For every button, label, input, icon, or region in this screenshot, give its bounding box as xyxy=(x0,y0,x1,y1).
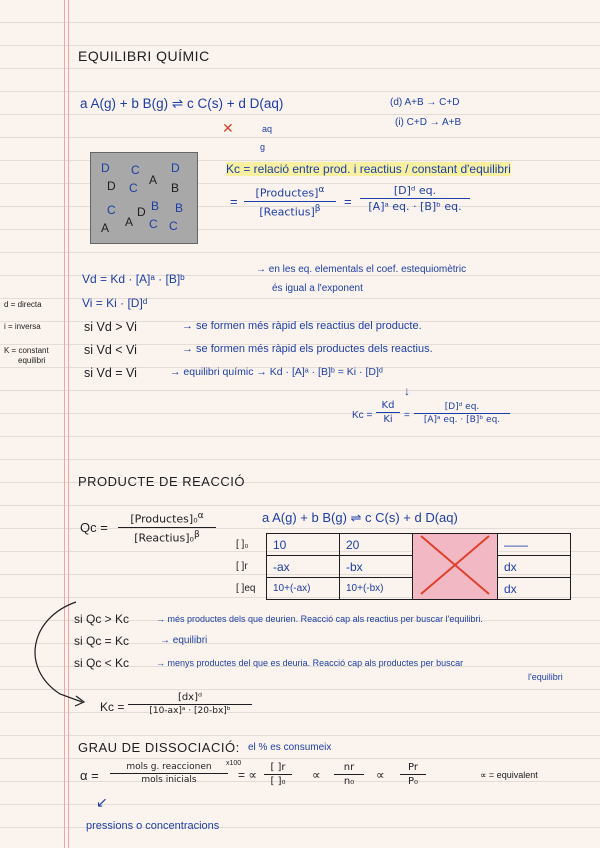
kd-label: Kd xyxy=(381,400,395,411)
kc-conc-den: [A]ᵃ eq. · [B]ᵇ eq. xyxy=(368,200,462,213)
prop-symbol-3: ∝ xyxy=(376,768,385,782)
curved-arrow-icon: ↙ xyxy=(96,794,108,810)
alpha-den: mols inicials xyxy=(141,775,197,785)
rate-case-1-text: → se formen més ràpid els reactius del producte. xyxy=(182,320,422,332)
row-label: [ ]r xyxy=(230,556,267,578)
particle: D xyxy=(101,161,110,175)
table-row xyxy=(230,556,571,578)
cell-d: —— xyxy=(498,534,571,556)
cell-b: 10+(-bx) xyxy=(340,578,413,600)
particle: D xyxy=(107,179,116,193)
main-reaction: a A(g) + b B(g) ⇌ c C(s) + d D(aq) xyxy=(80,96,284,111)
qc-case-1-text: → més productes dels que deurien. Reacció cap als reactius per buscar l'equilibri. xyxy=(156,614,483,624)
qc-case-2-text: → equilibri xyxy=(160,635,208,646)
final-kc-num: [dx]ᵈ xyxy=(177,692,203,703)
row-label: [ ]₀ xyxy=(230,534,267,556)
equals-sign-3: = xyxy=(404,410,410,421)
final-kc-fraction xyxy=(128,692,252,716)
qc-label: Qc = xyxy=(80,520,108,535)
particle: C xyxy=(131,163,140,177)
kc-ratio-den-exp: β xyxy=(314,202,321,214)
alpha-num: mols g. reaccionen xyxy=(126,762,212,772)
particle: C xyxy=(107,203,116,217)
kc-rhs-fraction xyxy=(414,402,510,425)
particle: A xyxy=(149,173,158,187)
f2-num: nr xyxy=(343,762,355,773)
direct-reaction: (d) A+B → C+D xyxy=(390,97,460,108)
particle: D xyxy=(171,161,180,175)
equals-sign-2: = xyxy=(344,194,352,209)
margin-note-k2: equilibri xyxy=(18,356,46,365)
equivalent-note: ∝ = equivalent xyxy=(480,770,538,780)
fraction-conc xyxy=(264,762,292,787)
final-kc-den: [10-ax]ᵃ · [20-bx]ᵇ xyxy=(149,706,231,716)
cell-d: dx xyxy=(498,578,571,600)
vi-equation: Vi = Ki · [D]ᵈ xyxy=(82,296,148,310)
cell-a: -ax xyxy=(267,556,340,578)
kc-ratio xyxy=(244,184,336,218)
particle: A xyxy=(101,221,110,235)
margin-note-i: i = inversa xyxy=(4,322,41,331)
inverse-reaction: (i) C+D → A+B xyxy=(395,117,462,128)
margin-note-d: d = directa xyxy=(4,300,42,309)
quotient-reaction: a A(g) + b B(g) ⇌ c C(s) + d D(aq) xyxy=(262,510,458,525)
qc-case-1: si Qc > Kc xyxy=(74,612,130,626)
f3-num: Pr xyxy=(408,762,418,773)
vd-equation: Vd = Kd · [A]ᵃ · [B]ᵇ xyxy=(82,272,185,286)
row-label: [ ]eq xyxy=(230,578,267,600)
qc-case-2: si Qc = Kc xyxy=(74,634,130,648)
f3-den: P₀ xyxy=(407,776,419,787)
cell-b: 20 xyxy=(340,534,413,556)
particle: B xyxy=(171,181,180,195)
qc-case-3-text: → menys productes del que es deuria. Reacció cap als productes per buscar xyxy=(156,658,464,668)
particle: C xyxy=(149,217,158,231)
cell-d: dx xyxy=(498,556,571,578)
pressure-note: pressions o concentracions xyxy=(86,820,220,832)
kc-conc xyxy=(360,184,470,213)
rate-case-3: si Vd = Vi xyxy=(84,366,137,380)
table-row xyxy=(230,578,571,600)
particle: C xyxy=(169,219,178,233)
particle: A xyxy=(125,215,134,229)
down-arrow-icon: ↓ xyxy=(404,384,410,398)
rate-case-3-text: → equilibri químic → Kd · [A]ᵃ · [B]ᵇ = Ki · [D]ᵈ xyxy=(170,366,383,378)
dissociation-note: el % es consumeix xyxy=(248,742,332,753)
margin-line-inner xyxy=(68,0,69,848)
rates-note-1: → en les eq. elementals el coef. estequiomètric xyxy=(256,264,467,275)
kc-ratio-den: [Reactius] xyxy=(259,205,315,219)
particle: C xyxy=(129,181,138,195)
cell-a: 10+(-ax) xyxy=(267,578,340,600)
ice-table xyxy=(230,533,571,600)
cell-b: -bx xyxy=(340,556,413,578)
particle: B xyxy=(151,199,160,213)
alpha-fraction xyxy=(110,762,228,785)
rates-note-2: és igual a l'exponent xyxy=(272,283,363,294)
dissociation-heading: GRAU DE DISSOCIACIÓ: xyxy=(78,740,240,755)
quotient-heading: PRODUCTE DE REACCIÓ xyxy=(78,474,245,489)
annotation-g: g xyxy=(260,142,266,152)
times-100: x100 xyxy=(226,760,242,767)
kd-ki-fraction xyxy=(376,400,400,425)
kc-rhs-den: [A]ᵃ eq. · [B]ᵇ eq. xyxy=(423,415,501,425)
f1-den: [ ]₀ xyxy=(270,776,286,787)
page-title: EQUILIBRI QUÍMIC xyxy=(78,48,210,64)
prop-symbol-2: ∝ xyxy=(312,768,321,782)
ki-label: Ki xyxy=(383,414,393,425)
kc-ratio-num-exp: α xyxy=(318,184,325,195)
f2-den: n₀ xyxy=(343,776,355,787)
margin-note-k: K = constant xyxy=(4,346,49,355)
qc-case-3: si Qc < Kc xyxy=(74,656,130,670)
equals-sign: = xyxy=(230,194,238,209)
curve-arrow-icon xyxy=(20,598,110,712)
cell-a: 10 xyxy=(267,534,340,556)
particle: D xyxy=(137,205,146,219)
qc-fraction xyxy=(118,510,216,544)
rate-case-1: si Vd > Vi xyxy=(84,320,137,334)
rate-case-2-text: → se formen més ràpid els productes dels reactius. xyxy=(182,343,433,355)
particle-diagram xyxy=(90,152,198,244)
qc-den: [Reactius]₀ xyxy=(134,531,194,545)
table-row xyxy=(230,534,571,556)
kc-definition: Kc = relació entre prod. i reactius / constant d'equilibri xyxy=(226,162,511,176)
prop-symbol-1: = ∝ xyxy=(238,768,257,782)
kc-conc-num: [D]ᵈ eq. xyxy=(393,184,437,197)
kc-ratio-num: [Productes] xyxy=(255,186,319,200)
fraction-mols xyxy=(334,762,364,787)
final-kc-lhs: Kc = xyxy=(100,700,125,714)
fraction-pressure xyxy=(400,762,426,787)
qc-num: [Productes]₀ xyxy=(130,512,198,526)
qc-den-exp: β xyxy=(193,528,200,540)
kc-lhs-2: Kc = xyxy=(352,410,373,421)
margin-line xyxy=(64,0,65,848)
crossed-cell xyxy=(413,534,498,600)
kc-rhs-num: [D]ᵈ eq. xyxy=(444,402,480,412)
alpha-label: α = xyxy=(80,768,99,783)
particle: B xyxy=(175,201,184,215)
cross-mark-icon: ✕ xyxy=(222,120,234,136)
f1-num: [ ]r xyxy=(270,762,286,773)
qc-case-3-text-2: l'equilibri xyxy=(528,672,563,682)
qc-num-exp: α xyxy=(197,510,204,521)
rate-case-2: si Vd < Vi xyxy=(84,343,137,357)
annotation-aq: aq xyxy=(262,124,273,134)
